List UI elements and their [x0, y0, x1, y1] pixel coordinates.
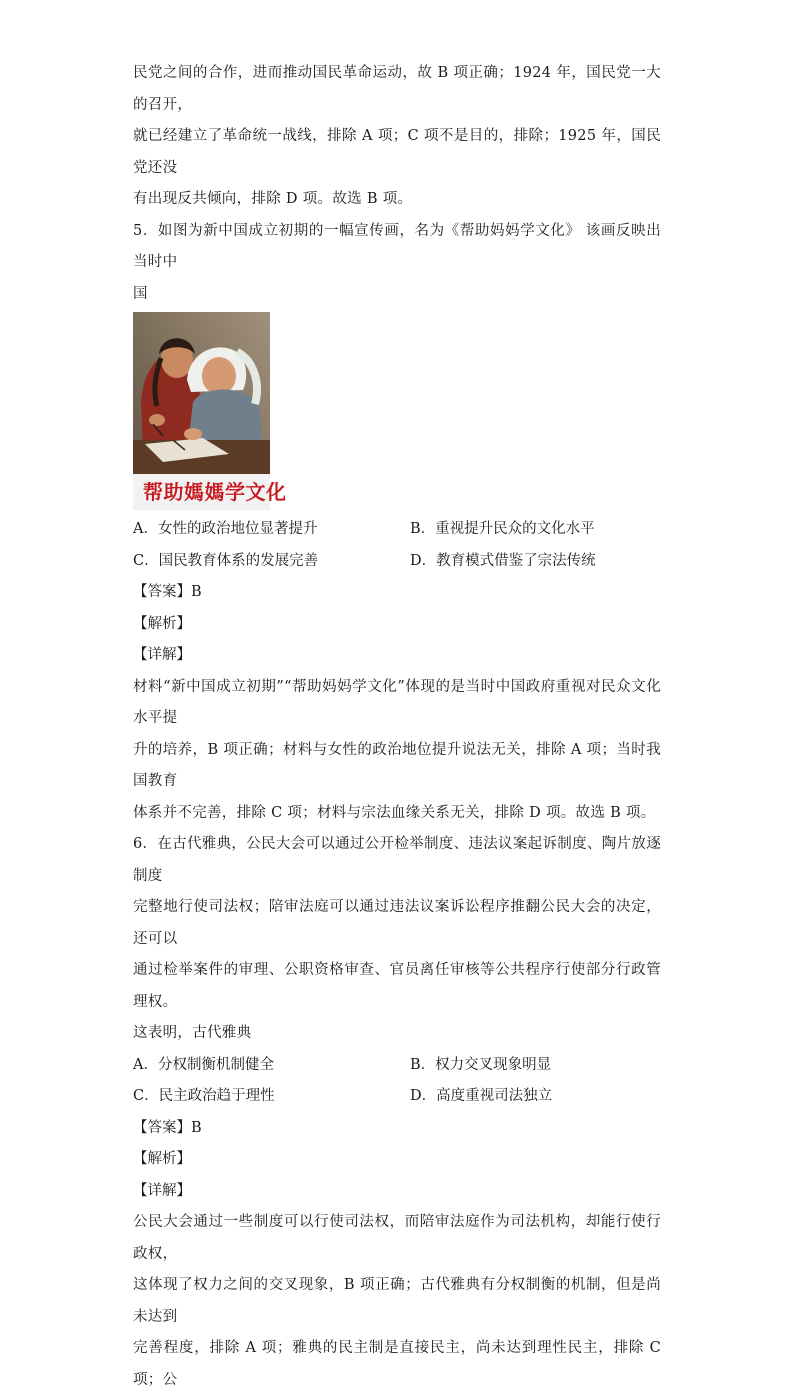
q6-options-row-2: [133, 1081, 661, 1113]
q5-option-a[interactable]: A．女性的政治地位显著提升: [133, 521, 318, 537]
q6-explain-line: 公民大会通过一些制度可以行使司法权，而陪审法庭作为司法机构，却能行使行政权，: [133, 1214, 661, 1262]
q5-analysis-label: 【解析】: [133, 615, 191, 632]
q5-stem-line: 5．如图为新中国成立初期的一幅宣传画，名为《帮助妈妈学文化》 该画反映出当时中: [133, 222, 661, 270]
q6-stem-line: 这表明，古代雅典: [133, 1025, 252, 1041]
q6-detail-label: 【详解】: [133, 1182, 191, 1199]
q6-analysis-label: 【解析】: [133, 1151, 191, 1167]
q6-stem-line: 6．在古代雅典，公民大会可以通过公开检举制度、违法议案起诉制度、陶片放逐制度: [133, 836, 661, 884]
q6-option-c[interactable]: C．民主政治趋于理性: [133, 1088, 275, 1104]
q6-option-b[interactable]: B．权力交叉现象明显: [410, 1056, 552, 1073]
question-5: [133, 216, 661, 830]
intro-line: 有出现反共倾向，排除 D 项。故选 B 项。: [133, 191, 413, 207]
poster-caption: 帮助媽媽学文化: [143, 480, 287, 504]
q5-detail-label: 【详解】: [133, 647, 191, 663]
intro-line: 民党之间的合作，进而推动国民革命运动，故 B 项正确；1924 年，国民党一大的召开，: [133, 65, 661, 113]
q5-options-row-2: [133, 546, 661, 578]
q6-explain-line: 完善程度，排除 A 项；雅典的民主制是直接民主，尚未达到理性民主，排除 C 项；公: [133, 1340, 661, 1388]
q6-answer: 【答案】B: [133, 1119, 202, 1136]
q6-explain-line: 这体现了权力之间的交叉现象，B 项正确；古代雅典有分权制衡的机制，但是尚未达到: [133, 1277, 661, 1325]
propaganda-poster-image: [133, 312, 287, 510]
q5-option-d[interactable]: D．教育模式借鉴了宗法传统: [410, 552, 596, 569]
q6-option-a[interactable]: A．分权制衡机制健全: [133, 1056, 274, 1073]
q6-stem-line: 通过检举案件的审理、公职资格审查、官员离任审核等公共程序行使部分行政管理权。: [133, 962, 661, 1010]
q5-explain-line: 体系并不完善，排除 C 项；材料与宗法血缘关系无关，排除 D 项。故选 B 项。: [133, 804, 656, 821]
q5-option-c[interactable]: C．国民教育体系的发展完善: [133, 552, 319, 569]
q5-stem-line: 国: [133, 285, 148, 302]
q5-explain-line: 材料“新中国成立初期”“帮助妈妈学文化”体现的是当时中国政府重视对民众文化水平提: [133, 678, 661, 726]
intro-paragraph: [133, 58, 661, 216]
document-page: [133, 58, 661, 1396]
q5-explain-line: 升的培养，B 项正确；材料与女性的政治地位提升说法无关，排除 A 项；当时我国教育: [133, 741, 661, 789]
q5-answer: 【答案】B: [133, 584, 202, 600]
q5-option-b[interactable]: B．重视提升民众的文化水平: [410, 521, 595, 537]
q5-options-row-1: [133, 514, 661, 546]
q6-options-row-1: [133, 1050, 661, 1082]
q6-option-d[interactable]: D．高度重视司法独立: [410, 1088, 553, 1104]
intro-line: 就已经建立了革命统一战线，排除 A 项；C 项不是目的，排除；1925 年，国民党还没: [133, 128, 661, 176]
q6-stem-line: 完整地行使司法权；陪审法庭可以通过违法议案诉讼程序推翻公民大会的决定，还可以: [133, 899, 661, 947]
question-6: [133, 829, 661, 1396]
